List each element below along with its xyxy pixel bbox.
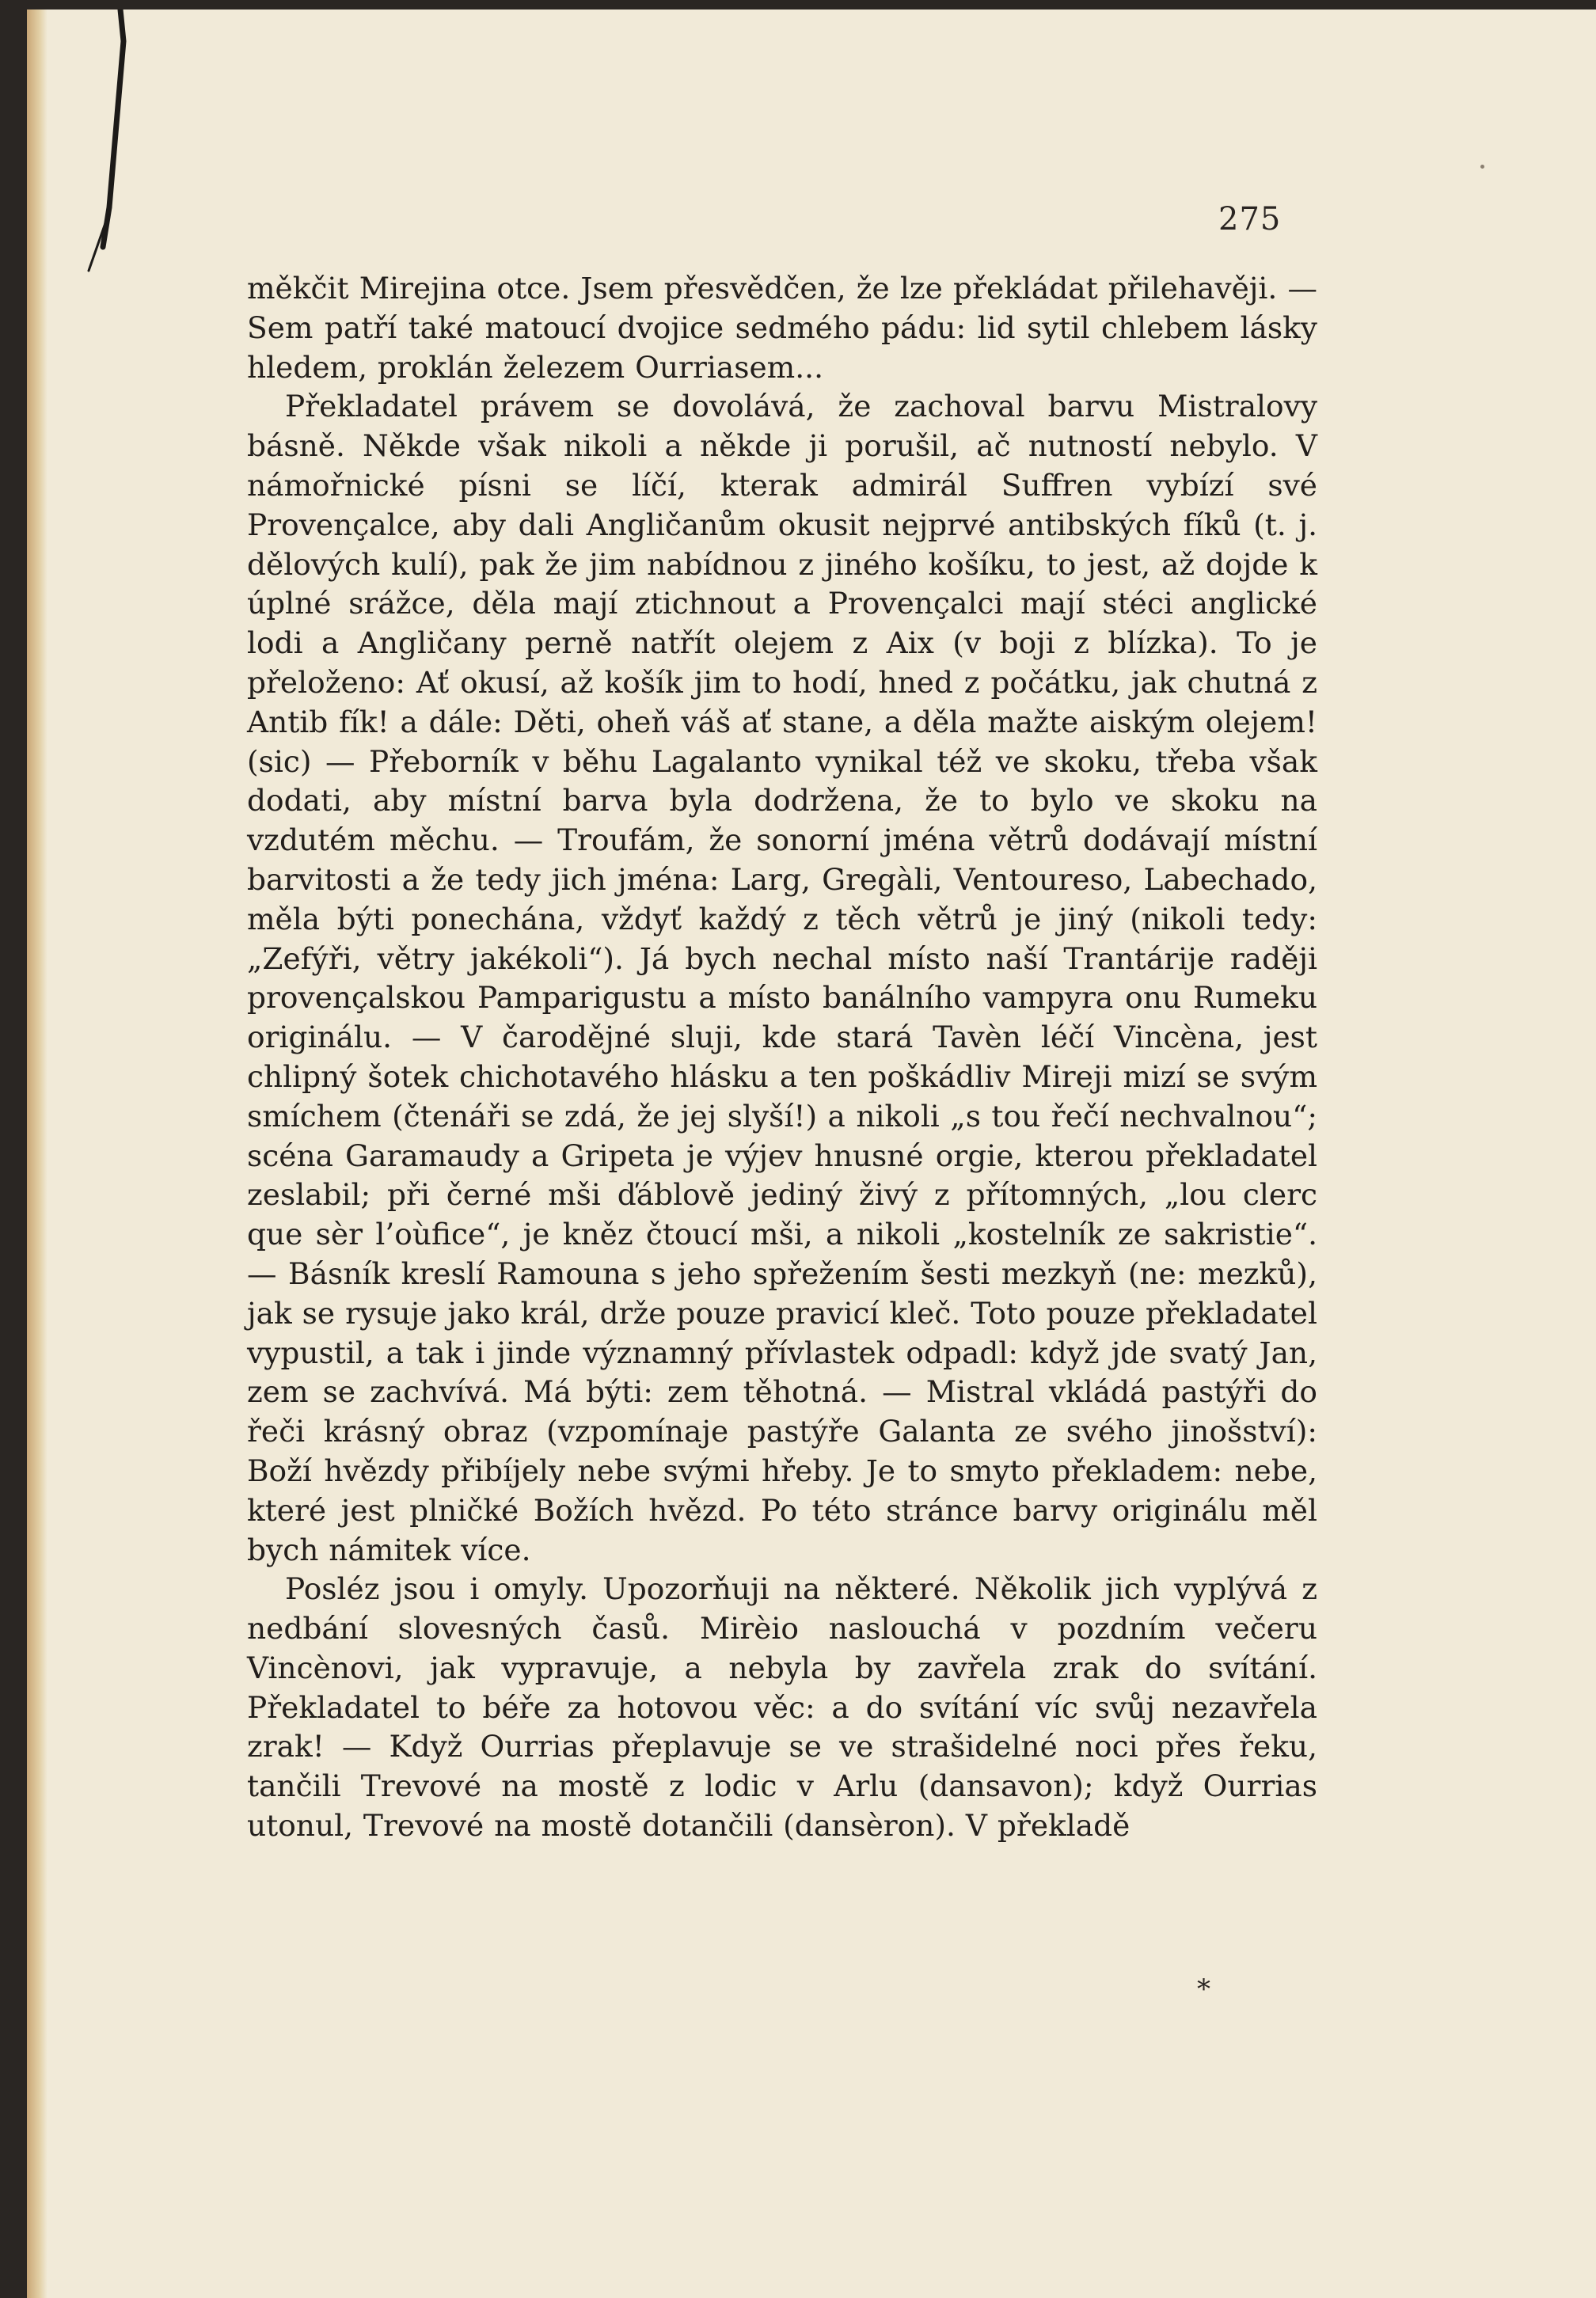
page-edge xyxy=(27,9,48,2298)
paragraph-2: Překladatel právem se dovolává, že zachoval barvu Mistralovy básně. Někde však nikoli a někde ji porušil, ač nutností nebylo. V námořnické písni se líčí, kterak admirál Suffren vybízí své Provençalce, aby dali Angličanům okusit nejprvé antibských fíků (t. j. dělových kulí), pak že jim nabídnou z jiného košíku, to jest, až dojde k úplné srážce, děla mají ztichnout a Provençalci mají stéci anglické lodi a Angličany perně natřít olejem z Aix (v boji z blízka). To je přeloženo: Ať okusí, až košík jim to hodí, hned z počátku, jak chutná z Antib fík! a dále: Děti, oheň váš ať stane, a děla mažte aiským olejem! (sic) — Přeborník v běhu Lagalanto vynikal též ve skoku, třeba však dodati, aby místní barva byla dodržena, že to bylo ve skoku na vzdutém měchu. — Troufám, že sonorní jména větrů dodávají místní barvitosti a že tedy jich jména: Larg, Gregàli, Ventoureso, Labechado, měla býti ponechána, vždyť každý z těch větrů je jiný (nikoli tedy: „Zefýři, větry jakékoli“). Já bych nechal místo naší Trantárije raději provençalskou Pamparigustu a místo banálního vampyra onu Rumeku originálu. — V čarodějné sluji, kde stará Tavèn léčí Vincèna, jest chlipný šotek chichotavého hlásku a ten poškádliv Mireji mizí se svým smíchem (čtenáři se zdá, že jej slyší!) a nikoli „s tou řečí nechvalnou“; scéna Garamaudy a Gripeta je výjev hnusné orgie, kterou překladatel zeslabil; při černé mši ďáblově jediný živý z přítomných, „lou clerc que sèr l’oùfice“, je kněz čtoucí mši, a nikoli „kostelník ze sakristie“. — Básník kreslí Ramouna s jeho spřežením šesti mezkyň (ne: mezků), jak se rysuje jako král, drže pouze pravicí kleč. Toto pouze překladatel vypustil, a tak i jinde významný přívlastek odpadl: když jde svatý Jan, zem se zachvívá. Má býti: zem těhotná. — Mistral vkládá pastýři do řeči krásný obraz (vzpomínaje pastýře Galanta ze svého jinošství): Boží hvězdy přibíjely nebe svými hřeby. Je to smyto překladem: nebe, které jest plničké Božích hvězd. Po této stránce barvy originálu měl bych námitek více. xyxy=(247,389,1317,1567)
paragraph-3: Posléz jsou i omyly. Upozorňuji na některé. Několik jich vyplývá z nedbání slovesných časů. Mirèio naslouchá v pozdním večeru Vincènovi, jak vypravuje, a nebyla by zavřela zrak do svítání. Překladatel to béře za hotovou věc: a do svítání víc svůj nezavřela zrak! — Když Ourrias přeplavuje se ve strašidelné noci přes řeku, tančili Trevové na mostě z lodic v Arlu (dansavon); když Ourrias utonul, Trevové na mostě dotančili (dansèron). V překladě xyxy=(247,1571,1317,1844)
page-number: 275 xyxy=(1218,201,1282,237)
paper-speck xyxy=(1480,165,1484,169)
book-page xyxy=(27,9,1596,2298)
footer-signature-mark: * xyxy=(1197,1973,1210,2005)
pen-stroke-mark xyxy=(74,9,169,294)
paragraph-1: měkčit Mirejina otce. Jsem přesvědčen, že lze překládat přilehavěji. — Sem patří také matoucí dvojice sedmého pádu: lid sytil chlebem lásky hledem, proklán železem Ourriasem... xyxy=(247,271,1317,385)
body-text xyxy=(247,269,1317,1846)
